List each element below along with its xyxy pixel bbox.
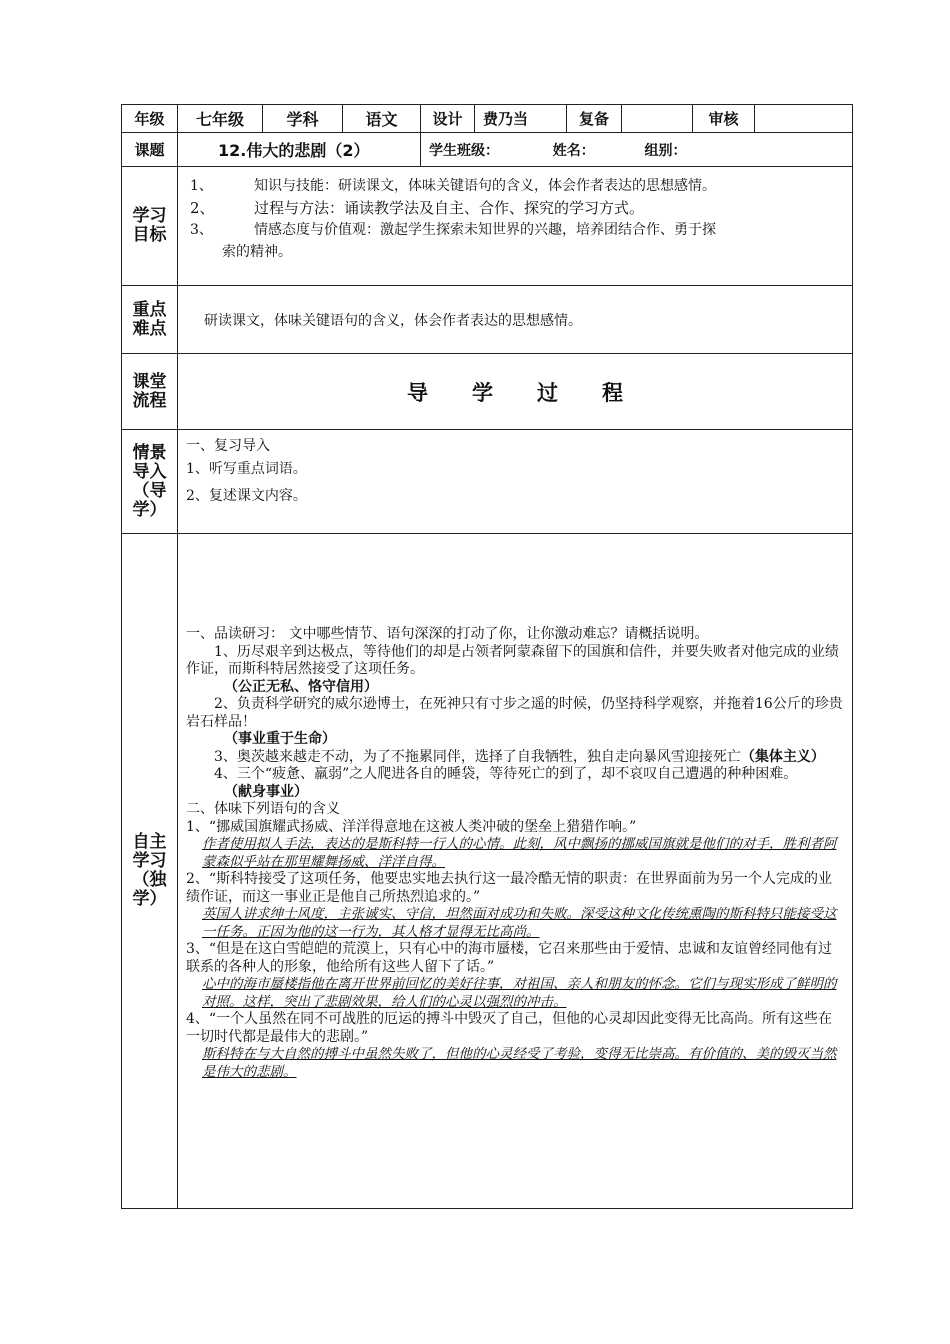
design-value: 费乃当 bbox=[475, 105, 567, 133]
audit-value bbox=[755, 105, 853, 133]
intro-label: 情景 导入 （导 学） bbox=[122, 430, 178, 534]
goal-item-3: 3、 情感态度与价值观：激起学生探索未知世界的兴趣，培养团结合作、勇于探 bbox=[190, 222, 716, 238]
q1-item-2: 2、负责科学研究的威尔逊博士，在死神只有寸步之遥的时候，仍坚持科学观察，并拖着16公斤的珍贵岩石样品！ bbox=[186, 696, 843, 730]
keypoints-content: 研读课文，体味关键语句的含义，体会作者表达的思想感情。 bbox=[178, 286, 853, 354]
answer-2: 英国人讲求绅士风度，主张诚实、守信，坦然面对成功和失败。深受这种文化传统熏陶的斯科特只能接受这一任务。正因为他的这一行为，其人格才显得无比高尚。 bbox=[202, 906, 837, 940]
goals-row bbox=[122, 167, 853, 286]
flow-title: 导学过程 bbox=[178, 354, 853, 430]
class-label: 学生班级： bbox=[429, 142, 499, 159]
goal-item-3-cont: 索的精神。 bbox=[222, 244, 292, 260]
review-label: 复备 bbox=[567, 105, 622, 133]
intro-line-2: 1、听写重点词语。 bbox=[186, 461, 307, 477]
grade-value: 七年级 bbox=[178, 105, 263, 133]
name-label: 姓名： bbox=[552, 142, 595, 159]
sentence-1: 1、“挪威国旗耀武扬威、洋洋得意地在这被人类冲破的堡垒上猎猎作响。” bbox=[186, 818, 637, 835]
group-label: 组别： bbox=[644, 142, 687, 159]
q1-tag-2: （事业重于生命） bbox=[224, 731, 336, 747]
lesson-plan-table bbox=[121, 104, 853, 1209]
sentence-3: 3、“但是在这白雪皑皑的荒漠上，只有心中的海市蜃楼，它召来那些由于爱情、忠诚和友谊曾经同他有过联系的各种人的形象，他给所有这些人留下了话。” bbox=[186, 941, 833, 975]
intro-line-1: 一、复习导入 bbox=[186, 438, 270, 454]
goals-label: 学习 目标 bbox=[122, 167, 178, 286]
answer-1: 作者使用拟人手法，表达的是斯科特一行人的心情。此刻，风中飘扬的挪威国旗就是他们的对手，胜利者阿蒙森似乎站在那里耀舞扬威、洋洋自得。 bbox=[202, 836, 837, 870]
student-info-cell bbox=[421, 133, 853, 167]
audit-label: 审核 bbox=[693, 105, 755, 133]
q1-tag-1: （公正无私、恪守信用） bbox=[224, 678, 378, 695]
topic-title-cell bbox=[178, 133, 421, 167]
flow-label: 课堂 流程 bbox=[122, 354, 178, 430]
topic-row bbox=[122, 133, 853, 167]
grade-label: 年级 bbox=[122, 105, 178, 133]
self-study-row bbox=[122, 534, 853, 1209]
keypoints-label: 重点 难点 bbox=[122, 286, 178, 354]
q1-tag-4: （献身事业） bbox=[224, 783, 308, 800]
intro-content bbox=[178, 430, 853, 534]
answer-4: 斯科特在与大自然的搏斗中虽然失败了，但他的心灵经受了考验，变得无比崇高。有价值的、美的毁灭当然是伟大的悲剧。 bbox=[202, 1046, 837, 1080]
q2-title: 二、体味下列语句的含义 bbox=[186, 801, 340, 817]
subject-value: 语文 bbox=[343, 105, 421, 133]
header-row bbox=[122, 105, 853, 133]
q1-item-1: 1、历尽艰辛到达极点，等待他们的却是占领者阿蒙森留下的国旗和信件，并要失败者对他完成的业绩作证，而斯科特居然接受了这项任务。 bbox=[186, 643, 839, 677]
flow-row bbox=[122, 354, 853, 430]
topic-title: 12.伟大的悲剧（2） bbox=[218, 141, 370, 160]
self-study-content bbox=[178, 534, 853, 1209]
q1-title: 一、品读研习： 文中哪些情节、语句深深的打动了你，让你激动难忘？请概括说明。 bbox=[186, 626, 709, 642]
goal-item-1: 1、 知识与技能：研读课文，体味关键语句的含义，体会作者表达的思想感情。 bbox=[190, 178, 716, 194]
design-label: 设计 bbox=[421, 105, 475, 133]
goals-content bbox=[178, 167, 853, 286]
intro-line-3: 2、复述课文内容。 bbox=[186, 488, 307, 504]
goal-item-2: 2、 过程与方法：诵读教学法及自主、合作、探究的学习方式。 bbox=[190, 199, 645, 217]
q1-item-3: 3、奥茨越来越走不动，为了不拖累同伴，选择了自我牺牲，独自走向暴风雪迎接死亡（集体主义） bbox=[214, 748, 825, 765]
answer-3: 心中的海市蜃楼指他在离开世界前回忆的美好往事，对祖国、亲人和朋友的怀念。它们与现实形成了鲜明的对照。这样，突出了悲剧效果，给人们的心灵以强烈的冲击。 bbox=[202, 976, 837, 1010]
topic-label: 课题 bbox=[122, 133, 178, 167]
q1-tag-3: （集体主义） bbox=[740, 748, 825, 765]
keypoints-row bbox=[122, 286, 853, 354]
sentence-2: 2、“斯科特接受了这项任务，他要忠实地去执行这一最冷酷无情的职责：在世界面前为另一个人完成的业绩作证，而这一事业正是他自己所热烈追求的。” bbox=[186, 871, 833, 905]
q1-item-4: 4、三个“疲惫、羸弱”之人爬进各自的睡袋，等待死亡的到了，却不哀叹自己遭遇的种种困难。 bbox=[214, 766, 798, 782]
review-value bbox=[622, 105, 693, 133]
self-study-label: 自主 学习 （独 学） bbox=[122, 534, 178, 1209]
subject-label: 学科 bbox=[263, 105, 343, 133]
intro-row bbox=[122, 430, 853, 534]
sentence-4: 4、“一个人虽然在同不可战胜的厄运的搏斗中毁灭了自己，但他的心灵却因此变得无比高尚。所有这些在一切时代都是最伟大的悲剧。” bbox=[186, 1011, 833, 1045]
